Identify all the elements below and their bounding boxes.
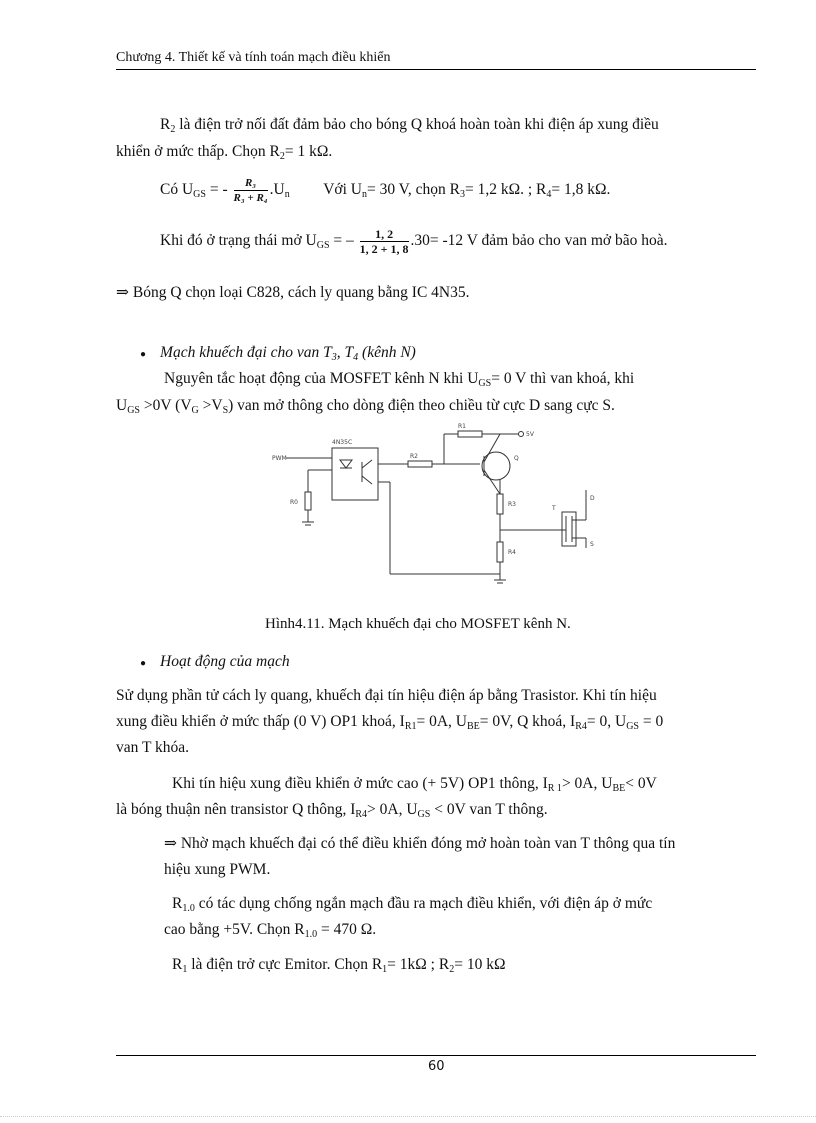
paragraph-high-line1: Khi tín hiệu xung điều khiển ở mức cao (+ 5V) OP1 thông, $I_{R 1}> 0A$, $U_{BE}< 0V$ bbox=[172, 775, 657, 794]
paragraph-operation-line1: Sử dụng phần tử cách ly quang, khuếch đại tín hiệu điện áp bằng Trasistor. Khi tín hiệu bbox=[116, 687, 657, 704]
equation-ugs-value: Khi đó ở trạng thái mở $U_{GS}$ = – $\frac{1, 2}{1, 2 + 1, 8}$ .30= -12 V đảm bảo cho van mở bão hoà. bbox=[160, 227, 668, 256]
label-r1: R1 bbox=[458, 423, 466, 430]
page-header: Chương 4. Thiết kế và tính toán mạch điều khiển bbox=[116, 50, 391, 65]
conclusion-transistor: ⇒ Bóng Q chọn loại C828, cách ly quang bằng IC 4N35. bbox=[116, 284, 470, 301]
mosfet-t bbox=[562, 512, 576, 546]
label-r3: R3 bbox=[508, 501, 516, 508]
label-drain: D bbox=[590, 495, 595, 502]
figure-caption: Hình4.11. Mạch khuếch đại cho MOSFET kênh N. bbox=[265, 616, 571, 632]
label-supply: 5V bbox=[526, 431, 534, 438]
label-ic: 4N35C bbox=[332, 439, 353, 446]
fraction-numeric: $\frac{1, 2}{1, 2 + 1, 8}$ bbox=[359, 227, 409, 256]
page-number: 60 bbox=[428, 1059, 445, 1074]
conclusion-pwm-line1: ⇒ Nhờ mạch khuếch đại có thể điều khiển đóng mở hoàn toàn van T thông qua tín bbox=[164, 835, 676, 852]
resistor-r1 bbox=[458, 431, 482, 437]
transistor-q bbox=[482, 452, 510, 480]
resistor-r4 bbox=[497, 542, 503, 562]
paragraph-r2-line2: khiển ở mức thấp. Chọn $R_2= 1$ kΩ. bbox=[116, 143, 333, 162]
paragraph-mosfet-line2: $U_{GS} >0V$ $(V_G >V_S)$ van mở thông cho dòng điện theo chiều từ cực D sang cực S. bbox=[116, 397, 615, 416]
equation-ugs-formula: Có $U_{GS}$ = - $\frac{\text{R₃}}{\text{R₃ + R₄}}$ $.U_n$ Với $U_n= 30$ V, chọn $R_3= 1,2$ kΩ. ; $R_4= 1,8$ kΩ. bbox=[160, 177, 611, 204]
label-r0: R0 bbox=[290, 499, 298, 506]
bullet-amplifier-heading: ● Mạch khuếch đại cho van $T_3$, $T_4$ (kênh N) bbox=[140, 344, 416, 363]
optocoupler-ic bbox=[332, 448, 378, 500]
label-t: T bbox=[552, 505, 556, 512]
paragraph-r2-line1: $R_2$ là điện trở nối đất đảm bảo cho bóng Q khoá hoàn toàn khi điện áp xung điều bbox=[160, 116, 659, 135]
paragraph-operation-line2: xung điều khiển ở mức thấp (0 V) OP1 khoá, $I_{R1}= 0A$, $U_{BE}= 0V$, Q khoá, $I_{R4}= 0$, $U_{GS} = 0$ bbox=[116, 713, 664, 732]
circuit-diagram bbox=[270, 420, 600, 600]
paragraph-r10-line1: $R_{1.0}$ có tác dụng chống ngắn mạch đầu ra mạch điều khiển, với điện áp ở mức bbox=[172, 895, 653, 914]
label-source: S bbox=[590, 541, 594, 548]
header-rule bbox=[116, 69, 756, 70]
label-r4: R4 bbox=[508, 549, 516, 556]
resistor-r3 bbox=[497, 494, 503, 514]
label-r2: R2 bbox=[410, 453, 418, 460]
page-bottom-dots bbox=[0, 1116, 816, 1117]
paragraph-high-line2: là bóng thuận nên transistor Q thông, $I_{R4}> 0A$, $U_{GS} < 0V$ van T thông. bbox=[116, 801, 548, 820]
label-input: PWM bbox=[272, 455, 287, 462]
paragraph-mosfet-line1: Nguyên tắc hoạt động của MOSFET kênh N khi $U_{GS}= 0$ V thì van khoá, khi bbox=[164, 370, 635, 389]
conclusion-pwm-line2: hiệu xung PWM. bbox=[164, 861, 271, 878]
paragraph-operation-line3: van T khóa. bbox=[116, 739, 190, 756]
resistor-r0 bbox=[305, 492, 311, 510]
label-q: Q bbox=[514, 455, 519, 462]
footer-rule bbox=[116, 1055, 756, 1056]
resistor-r2 bbox=[408, 461, 432, 467]
paragraph-r10-line2: cao bằng +5V. Chọn $R_{1.0} = 470$ Ω. bbox=[164, 921, 377, 940]
paragraph-r1-emitter: $R_1$ là điện trở cực Emitor. Chọn $R_1= 1k\Omega$ ; $R_2= 10$ kΩ bbox=[172, 956, 506, 975]
bullet-operation-heading: ● Hoạt động của mạch bbox=[140, 653, 290, 670]
fraction-r3-r4: $\frac{\text{R₃}}{\text{R₃ + R₄}}$ bbox=[233, 177, 268, 204]
